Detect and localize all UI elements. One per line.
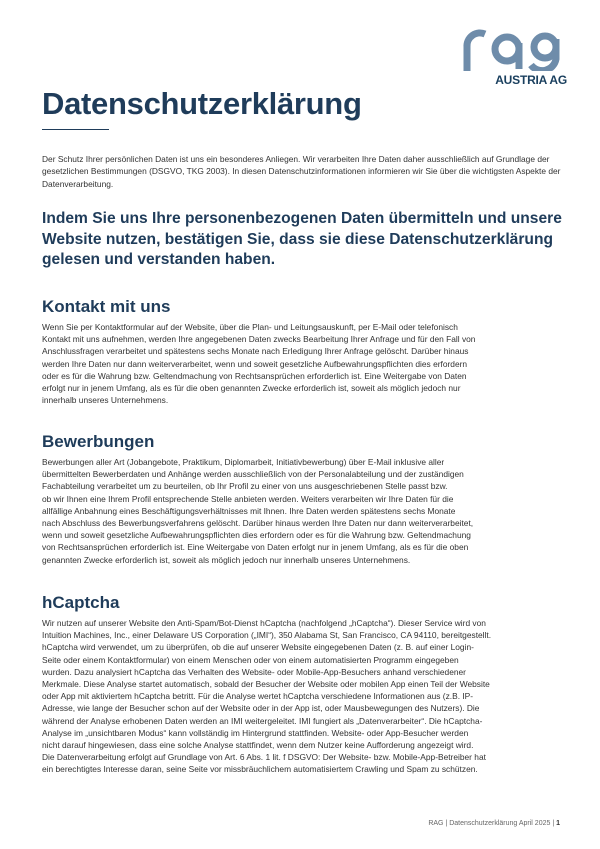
section-body-bewerbungen — [42, 456, 562, 566]
text-line: Anschlussfragen verarbeitet und spätestens sechs Monate nach Erledigung Ihrer Anfrage gelöscht. Darüber hinaus — [42, 346, 469, 357]
text-line: ein berechtigtes Interesse daran, seine Seite vor missbräuchlichem automatisiertem Crawling und Spam zu schützen. — [42, 764, 478, 775]
text-line: ob wir Ihnen eine Ihrem Profil entsprechende Stelle anbieten werden. Weiters verarbeiten wir Ihre Daten für die — [42, 493, 454, 504]
title-underline — [42, 129, 109, 130]
text-line: innerhalb unseres Unternehmens. — [42, 395, 169, 406]
text-line: übermittelten Bewerberdaten und Anhänge werden ausschließlich von der Personalabteilung und der zuständigen — [42, 469, 464, 480]
rag-logo — [461, 25, 567, 87]
text-line: oder es für die Wahrung bzw. Geltendmachung von Rechtsansprüchen erforderlich ist. Eine Weitergabe von Daten — [42, 370, 467, 381]
section-heading-hcaptcha: hCaptcha — [42, 593, 120, 612]
section-heading-bewerbungen: Bewerbungen — [42, 432, 155, 451]
page-number: 1 — [556, 820, 560, 827]
text-line: Kontakt mit uns aufnehmen, werden Ihre angegebenen Daten zwecks Bearbeitung Ihrer Anfrage und für den Fall von — [42, 334, 476, 345]
text-line: Wir nutzen auf unserer Website den Anti-Spam/Bot-Dienst hCaptcha (nachfolgend „hCaptcha“). Dieser Service wird von — [42, 618, 486, 628]
text-line: Wenn Sie per Kontaktformular auf der Website, über die Plan- und Leitungsauskunft, per E-Mail oder telefonisch — [42, 322, 458, 332]
footer-text: RAG | Datenschutzerklärung April 2025 | — [428, 820, 557, 827]
text-line: erfolgt nur in jenem Umfang, als es für die oben genannten Zwecke erforderlich ist, soweit als möglich jedoch nur — [42, 383, 461, 394]
text-line: wurden. Dazu analysiert hCaptcha das Verhalten des Website- oder Mobile-App-Besuchers anhand verschiedener — [42, 666, 466, 677]
text-line: Intuition Machines, Inc., einer Delaware US Corporation („IMI“), 350 Alabama St, San Francisco, CA 94110, bereitgestellt. — [42, 630, 492, 641]
text-line: Analyse im „unsichtbaren Modus“ kann vollständig im Hintergrund stattfinden. Website- oder App-Besucher werden — [42, 727, 469, 738]
lead-statement: Indem Sie uns Ihre personenbezogenen Daten übermitteln und unsere Website nutzen, bestätigen Sie, dass sie diese Datenschutzerklärung gelesen und verstanden haben. — [42, 210, 562, 268]
text-line: nicht darauf hingewiesen, dass eine solche Analyse stattfindet, wenn dem Nutzer keine Aufforderung angezeigt wird. — [42, 740, 474, 751]
text-line: Seite oder einem Kontaktformular) von einem Menschen oder von einem automatisierten Programm eingegeben — [42, 654, 459, 665]
text-line: Bewerbungen aller Art (Jobangebote, Praktikum, Diplomarbeit, Initiativbewerbung) über E-Mail inklusive aller — [42, 457, 445, 467]
page-title: Datenschutzerklärung — [42, 86, 362, 121]
text-line: oder App mit aktiviertem hCaptcha betritt. Für die Analyse wertet hCaptcha verschiedene Informationen aus (z.B. IP- — [42, 691, 474, 702]
text-line: hCaptcha wird verwendet, um zu überprüfen, ob die auf unserer Website eingegebenen Daten (z. B. auf einer Login- — [42, 642, 474, 653]
text-line: allfällige Anbahnung eines Beschäftigungsverhältnisses mit Ihnen. Ihre Daten werden spätestens sechs Monate — [42, 505, 456, 516]
page-footer — [300, 820, 560, 827]
section-body-hcaptcha — [42, 617, 562, 776]
text-line: Fachabteilung verarbeitet um zu beurteilen, ob Ihr Profil zu einer von uns ausgeschriebenen Stelle passt bzw. — [42, 481, 448, 492]
rag-logo-mark — [461, 25, 567, 71]
text-line: werden Ihre Daten nur dann weiterverarbeitet, wenn und soweit gesetzliche Aufbewahrungspflichten dies erfordern — [42, 358, 468, 369]
text-line: während der Analyse erhobenen Daten werden an IMI weitergeleitet. IMI fungiert als „Datenverarbeiter“. Die hCaptcha- — [42, 715, 483, 726]
text-line: genannten Zwecke erforderlich ist, soweit als möglich jedoch nur innerhalb unseres Unternehmens. — [42, 554, 411, 565]
text-line: nach Abschluss des Bewerbungsverfahrens gelöscht. Darüber hinaus werden Ihre Daten nur dann weiterverarbeitet, — [42, 518, 474, 529]
text-line: Merkmale. Diese Analyse startet automatisch, sobald der Besucher der Website oder mobilen App einen Teil der Website — [42, 679, 490, 690]
text-line: Die Datenverarbeitung erfolgt auf Grundlage von Art. 6 Abs. 1 lit. f DSGVO: Der Website- bzw. Mobile-App-Betreiber hat — [42, 752, 486, 763]
text-line: von Rechtsansprüchen erforderlich ist. Eine Weitergabe von Daten erfolgt nur in jenem Umfang, als es für die oben — [42, 542, 469, 553]
section-heading-kontakt: Kontakt mit uns — [42, 297, 171, 316]
logo-subtitle: AUSTRIA AG — [495, 73, 567, 87]
text-line: Adresse, wie lange der Besucher schon auf der Website oder in der App ist, oder Mausbewegungen des Nutzers). Die — [42, 703, 480, 714]
text-line: wenn und soweit gesetzliche Aufbewahrungspflichten dies erfordern oder es für die Wahrung bzw. Geltendmachung — [42, 530, 471, 541]
section-body-kontakt — [42, 321, 562, 406]
intro-paragraph: Der Schutz Ihrer persönlichen Daten ist uns ein besonderes Anliegen. Wir verarbeiten Ihre Daten daher ausschließlich auf Grundlage der gesetzlichen Bestimmungen (DSGVO, TKG 2003). In diesen Datenschutzinformationen informieren wir Sie über die wichtigsten Aspekte der Datenverarbeitung. — [42, 154, 561, 189]
